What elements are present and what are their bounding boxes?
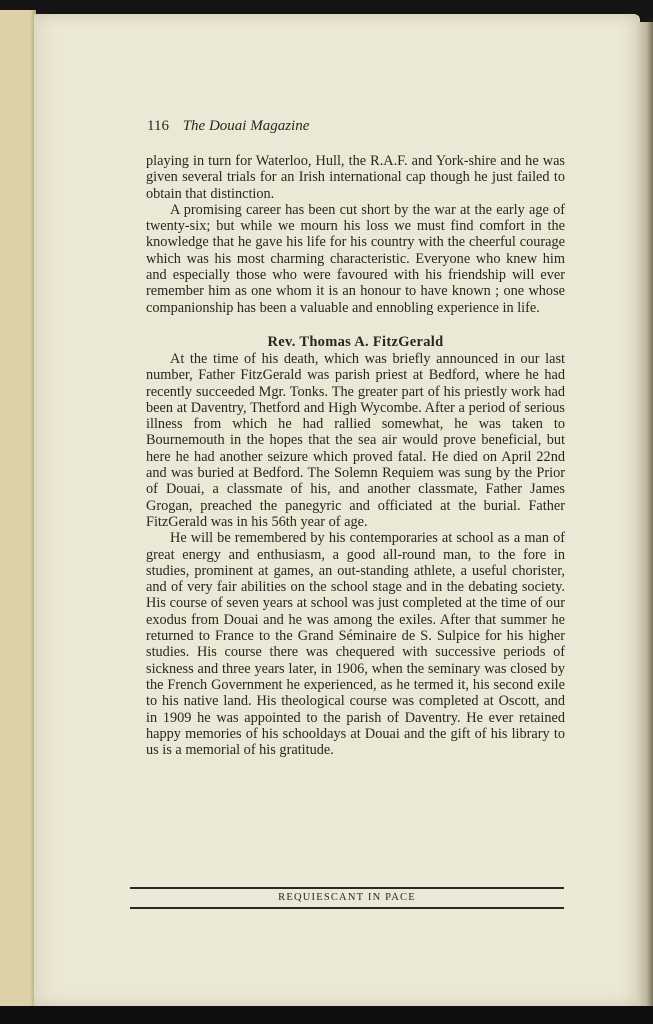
running-head: [147, 118, 309, 135]
page-stack-edges: [0, 10, 36, 1008]
page-number: 116: [147, 118, 169, 134]
obituary-heading: Rev. Thomas A. FitzGerald: [267, 333, 444, 350]
article-body: [146, 153, 565, 758]
binding-edge: [637, 22, 653, 1006]
paragraph-remembrance: He will be remembered by his contemporaries at school as a man of great energy and enthusiasm, a good all-round man, to the fore in studies, prominent at games, an out-standing athlete, a useful chorister, and of very fair abilities on the school stage and in the debating society. His course of seven years at school was just completed at the time of our exodus from Douai and he was among the exiles. After that summer he returned to France to the Grand Séminaire de S. Sulpice for his higher studies. His course there was chequered with successive periods of sickness and three years later, in 1906, when the seminary was closed by the French Government he experienced, as he termed it, his second exile to his native land. His theological course was completed at Oscott, and in 1909 he was appointed to the parish of Daventry. He ever retained happy memories of his schooldays at Douai and the gift of his library to us is a memorial of his gratitude.: [146, 530, 565, 759]
paragraph-continued: playing in turn for Waterloo, Hull, the R.A.F. and York-shire and he was given several trials for an Irish international cap though he just failed to obtain that distinction.: [146, 153, 565, 202]
paragraph-tribute: A promising career has been cut short by the war at the early age of twenty-six; but while we mourn his loss we must find comfort in the knowledge that he gave his life for his country with the cheerful courage which was his most charming characteristic. Everyone who knew him and especially those who were favoured with his friendship will ever remember him as one whom it is an honour to have known ; one whose companionship has been a valuable and ennobling experience in life.: [146, 201, 565, 316]
requiescant-rule: [130, 887, 564, 909]
magazine-title: The Douai Magazine: [182, 118, 310, 134]
scanner-bottom-shadow: [0, 1006, 653, 1024]
paragraph-death-notice: At the time of his death, which was briefly announced in our last number, Father FitzGerald was parish priest at Bedford, where he had recently succeeded Mgr. Tonks. The greater part of his priestly work had been at Daventry, Thetford and High Wycombe. After a period of serious illness from which he had rallied somewhat, he was taken to Bournemouth in the hopes that the sea air would prove beneficial, but here he had another seizure which proved fatal. He died on April 22nd and was buried at Bedford. The Solemn Requiem was sung by the Prior of Douai, a classmate of his, and another classmate, Father James Grogan, preached the panegyric and officiated at the burial. Father FitzGerald was in his 56th year of age.: [146, 350, 565, 530]
requiescant-text: REQUIESCANT IN PACE: [278, 892, 416, 903]
